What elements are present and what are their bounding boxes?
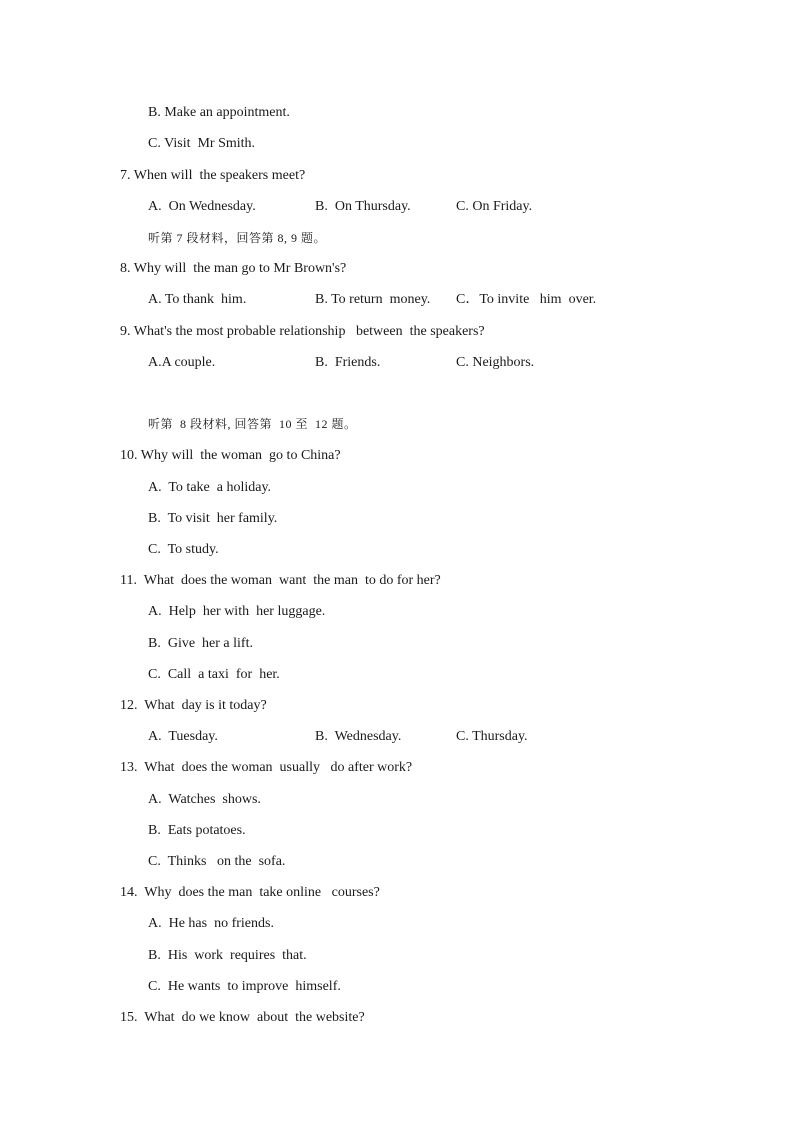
section-instruction-7: 听第 7 段材料，回答第 8, 9 题。: [148, 231, 327, 245]
question-11-option-c: C. Call a taxi for her.: [148, 667, 280, 682]
question-14-option-c: C. He wants to improve himself.: [148, 979, 341, 994]
question-10: 10. Why will the woman go to China?: [120, 448, 341, 463]
question-9-option-a: A.A couple.: [148, 355, 216, 370]
question-9-option-b: B. Friends.: [315, 355, 381, 370]
question-11: 11. What does the woman want the man to do for her?: [120, 573, 441, 588]
question-9-option-c: C. Neighbors.: [456, 355, 535, 370]
question-7-option-c: C. On Friday.: [456, 199, 533, 214]
option-b-make-appointment: B. Make an appointment.: [148, 105, 290, 120]
question-7-option-a: A. On Wednesday.: [148, 199, 256, 214]
question-11-option-a: A. Help her with her luggage.: [148, 604, 326, 619]
question-7: 7. When will the speakers meet?: [120, 168, 306, 183]
question-7-option-b: B. On Thursday.: [315, 199, 411, 214]
question-14-option-b: B. His work requires that.: [148, 948, 307, 963]
question-10-option-c: C. To study.: [148, 542, 219, 557]
question-8-option-c: C．To invite him over.: [456, 292, 597, 307]
question-13-option-c: C. Thinks on the sofa.: [148, 854, 286, 869]
question-12-option-b: B. Wednesday.: [315, 729, 402, 744]
question-10-option-b: B. To visit her family.: [148, 511, 278, 526]
question-8-option-a: A. To thank him.: [148, 292, 247, 307]
question-13-option-b: B. Eats potatoes.: [148, 823, 246, 838]
question-13-option-a: A. Watches shows.: [148, 792, 261, 807]
option-c-visit-mr-smith: C. Visit Mr Smith.: [148, 136, 256, 151]
question-14-option-a: A. He has no friends.: [148, 916, 274, 931]
question-8: 8. Why will the man go to Mr Brown's?: [120, 261, 347, 276]
question-8-option-b: B. To return money.: [315, 292, 431, 307]
question-14: 14. Why does the man take online courses?: [120, 885, 380, 900]
question-12-option-c: C. Thursday.: [456, 729, 528, 744]
question-15: 15. What do we know about the website?: [120, 1010, 365, 1025]
question-12-option-a: A. Tuesday.: [148, 729, 218, 744]
question-11-option-b: B. Give her a lift.: [148, 636, 253, 651]
question-9: 9. What's the most probable relationship between the speakers?: [120, 324, 485, 339]
question-10-option-a: A. To take a holiday.: [148, 480, 272, 495]
section-instruction-8: 听第 8 段材料, 回答第 10 至 12 题。: [148, 417, 357, 431]
question-13: 13. What does the woman usually do after work?: [120, 760, 413, 775]
question-12: 12. What day is it today?: [120, 698, 267, 713]
